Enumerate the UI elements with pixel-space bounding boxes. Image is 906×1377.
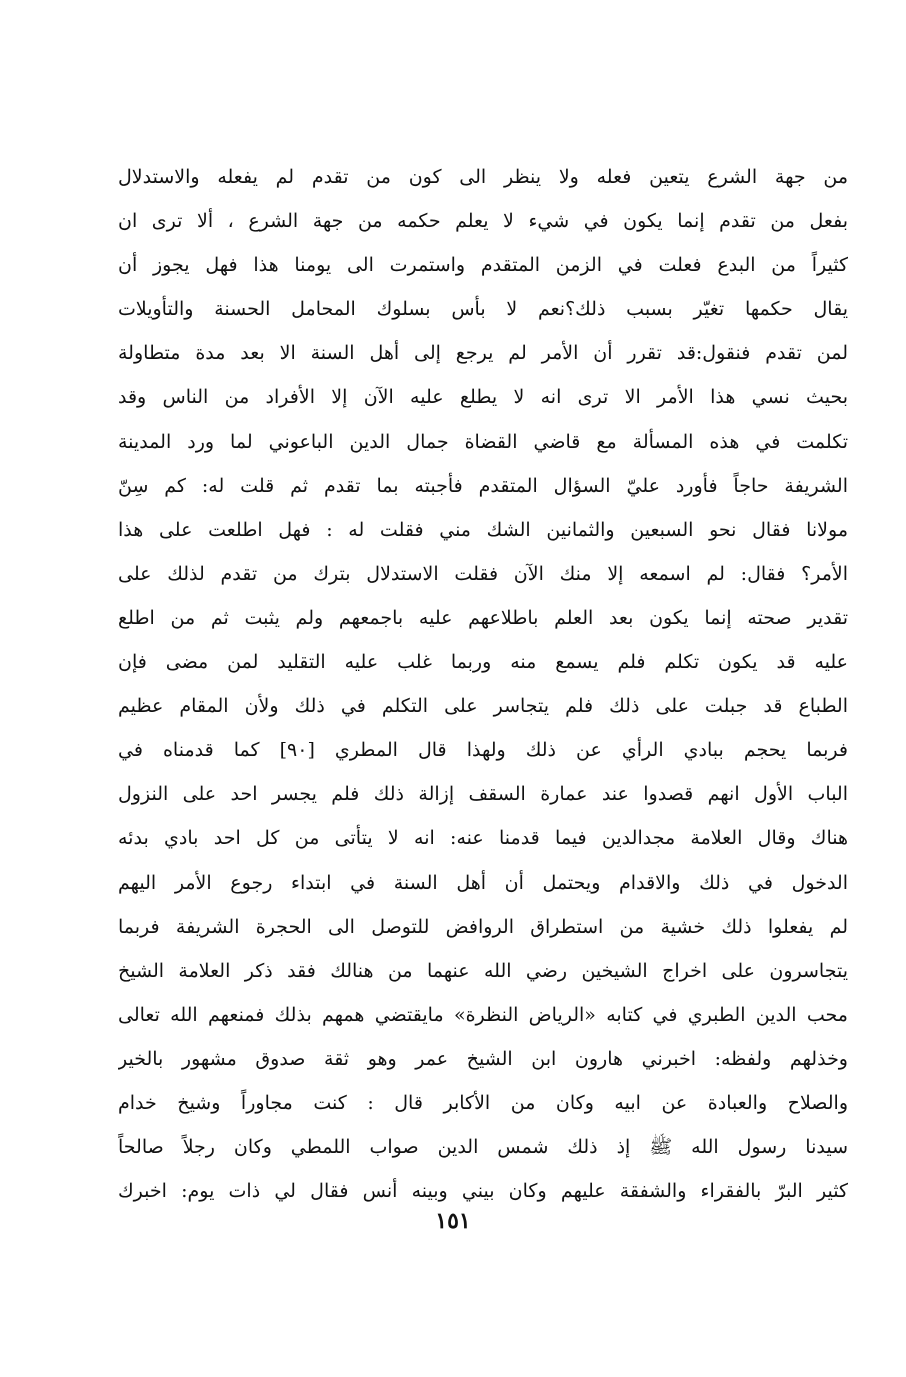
text-line: لمن تقدم فنقول:قد تقرر أن الأمر لم يرجع إلى أهل السنة الا بعد مدة متطاولة	[118, 342, 848, 365]
text-line: وخذلهم ولفظه: اخبرني هارون ابن الشيخ عمر وهو ثقة صدوق مشهور بالخير	[118, 1047, 848, 1070]
text-line: سيدنا رسول الله ﷺ إذ ذلك شمس الدين صواب اللمطي وكان رجلاً صالحاً	[118, 1136, 848, 1159]
text-line: لم يفعلوا ذلك خشية من استطراق الروافض للتوصل الى الحجرة الشريفة فربما	[118, 915, 848, 938]
text-line: الدخول في ذلك والاقدام ويحتمل أن أهل السنة في ابتداء رجوع الأمر اليهم	[118, 871, 848, 894]
text-line: الشريفة حاجاً فأورد عليّ السؤال المتقدم فأجبته بما تقدم ثم قلت له: كم سِنّ	[118, 474, 848, 497]
text-line: هناك وقال العلامة مجدالدين فيما قدمنا عنه: انه لا يتأتى من كل احد بادي بدئه	[118, 827, 848, 850]
text-line: بفعل من تقدم إنما يكون في شيء لا يعلم حكمه من جهة الشرع ، ألا ترى ان	[118, 210, 848, 233]
text-line: بحيث نسي هذا الأمر الا ترى انه لا يطلع عليه الآن إلا الأفراد من الناس وقد	[118, 386, 848, 409]
text-line: تقدير صحته إنما يكون بعد العلم باطلاعهم عليه باجمعهم ولم يثبت ثم من اطلع	[118, 606, 848, 629]
text-line: فربما يحجم ببادي الرأي عن ذلك ولهذا قال المطري [٩٠] كما قدمناه في	[118, 739, 848, 762]
text-line: يقال حكمها تغيّر بسبب ذلك؟نعم لا بأس بسلوك المحامل الحسنة والتأويلات	[118, 298, 848, 321]
text-line: كثيراً من البدع فعلت في الزمن المتقدم واستمرت الى يومنا هذا فهل يجوز أن	[118, 254, 848, 277]
text-line: يتجاسرون على اخراج الشيخين رضي الله عنهما من هنالك فقد ذكر العلامة الشيخ	[118, 959, 848, 982]
text-line: الأمر؟ فقال: لم اسمعه إلا منك الآن فقلت الاستدلال بترك من تقدم لذلك على	[118, 562, 848, 585]
page-number: ١٥١	[435, 1208, 471, 1234]
body-text	[118, 155, 848, 1213]
text-line: تكلمت في هذه المسألة مع قاضي القضاة جمال الدين الباعوني لما ورد المدينة	[118, 430, 848, 453]
text-line: والصلاح والعبادة عن ابيه وكان من الأكابر قال : كنت مجاوراً وشيخ خدام	[118, 1091, 848, 1114]
text-line: مولانا فقال نحو السبعين والثمانين الشك مني فقلت له : فهل اطلعت على هذا	[118, 518, 848, 541]
text-line: الطباع قد جبلت على ذلك فلم يتجاسر على التكلم في ذلك ولأن المقام عظيم	[118, 695, 848, 718]
text-line: كثير البرّ بالفقراء والشفقة عليهم وكان بيني وبينه أنس فقال لي ذات يوم: اخبرك	[118, 1180, 848, 1203]
text-line: عليه قد يكون تكلم فلم يسمع منه وربما غلب عليه التقليد لمن مضى فإن	[118, 651, 848, 674]
text-line: من جهة الشرع يتعين فعله ولا ينظر الى كون من تقدم لم يفعله والاستدلال	[118, 166, 848, 188]
text-line: الباب الأول انهم قصدوا عند عمارة السقف إزالة ذلك فلم يجسر احد على النزول	[118, 783, 848, 806]
text-line: محب الدين الطبري في كتابه «الرياض النظرة» مايقتضي همهم بذلك فمنعهم الله تعالى	[118, 1003, 848, 1026]
